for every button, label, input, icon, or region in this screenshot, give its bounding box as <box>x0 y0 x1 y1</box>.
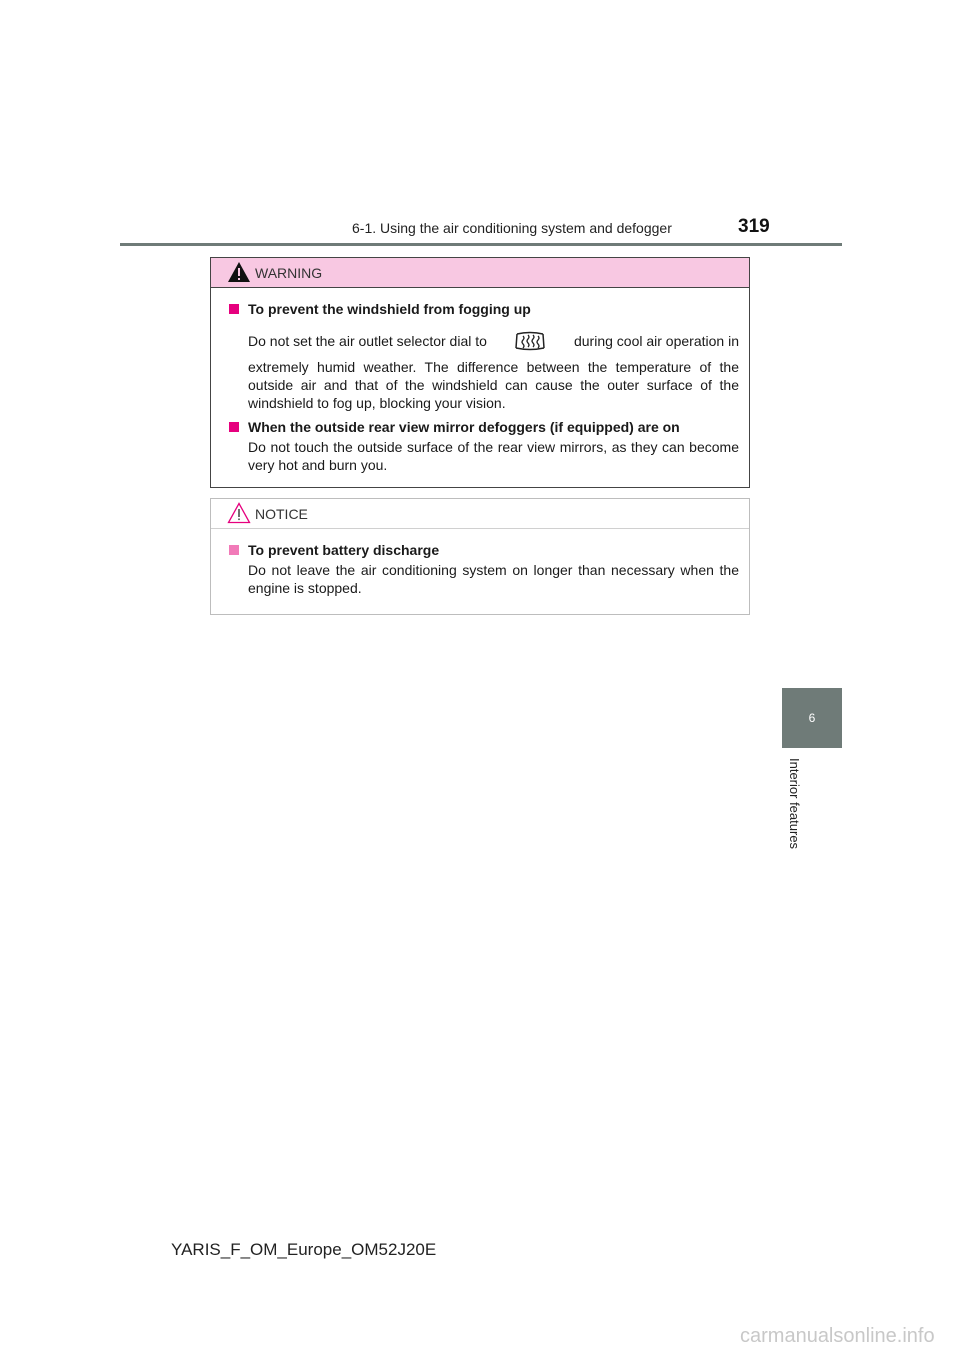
warning-header <box>211 258 749 288</box>
watermark: carmanualsonline.info <box>740 1325 935 1347</box>
bullet-square-icon <box>229 422 239 432</box>
warning-body <box>211 288 749 474</box>
chapter-label: Interior features <box>787 758 802 850</box>
chapter-tab <box>782 688 842 748</box>
notice-header <box>211 499 749 529</box>
notice-triangle-icon <box>227 502 251 524</box>
bullet-square-icon <box>229 545 239 555</box>
warning-item-title <box>229 418 739 436</box>
warning-item-text-rest: extremely humid weather. The difference between the temperature of the outside air and that of the windshield can cause the outer surface of the windshield to fog up, blocking your vision. <box>248 359 739 411</box>
warning-triangle-icon <box>227 261 251 283</box>
warning-label: WARNING <box>255 265 323 281</box>
warning-item-title-text: When the outside rear view mirror defoggers (if equipped) are on <box>248 419 680 435</box>
notice-box <box>210 498 750 615</box>
warning-box <box>210 257 750 488</box>
warning-item-text: Do not touch the outside surface of the rear view mirrors, as they can become very hot and burn you. <box>248 439 739 473</box>
chapter-number: 6 <box>808 711 816 725</box>
notice-label: NOTICE <box>255 506 308 522</box>
page-number: 319 <box>738 216 770 237</box>
bullet-square-icon <box>229 304 239 314</box>
warning-item-title-text: To prevent the windshield from fogging up <box>248 301 531 317</box>
warning-item-title <box>229 300 739 318</box>
notice-body <box>211 529 749 597</box>
warning-item-text-line <box>229 326 739 356</box>
header-divider <box>120 243 842 246</box>
notice-item-title <box>229 541 739 559</box>
warning-item-text-b: during cool air operation in <box>573 333 739 349</box>
warning-item-text-a: Do not set the air outlet selector dial to <box>248 333 487 349</box>
section-title: 6-1. Using the air conditioning system and defogger <box>352 220 672 236</box>
document-id: YARIS_F_OM_Europe_OM52J20E <box>171 1240 437 1259</box>
windshield-defog-icon <box>514 328 546 354</box>
notice-item-text: Do not leave the air conditioning system on longer than necessary when the engine is stopped. <box>248 562 739 596</box>
notice-item-title-text: To prevent battery discharge <box>248 542 440 558</box>
